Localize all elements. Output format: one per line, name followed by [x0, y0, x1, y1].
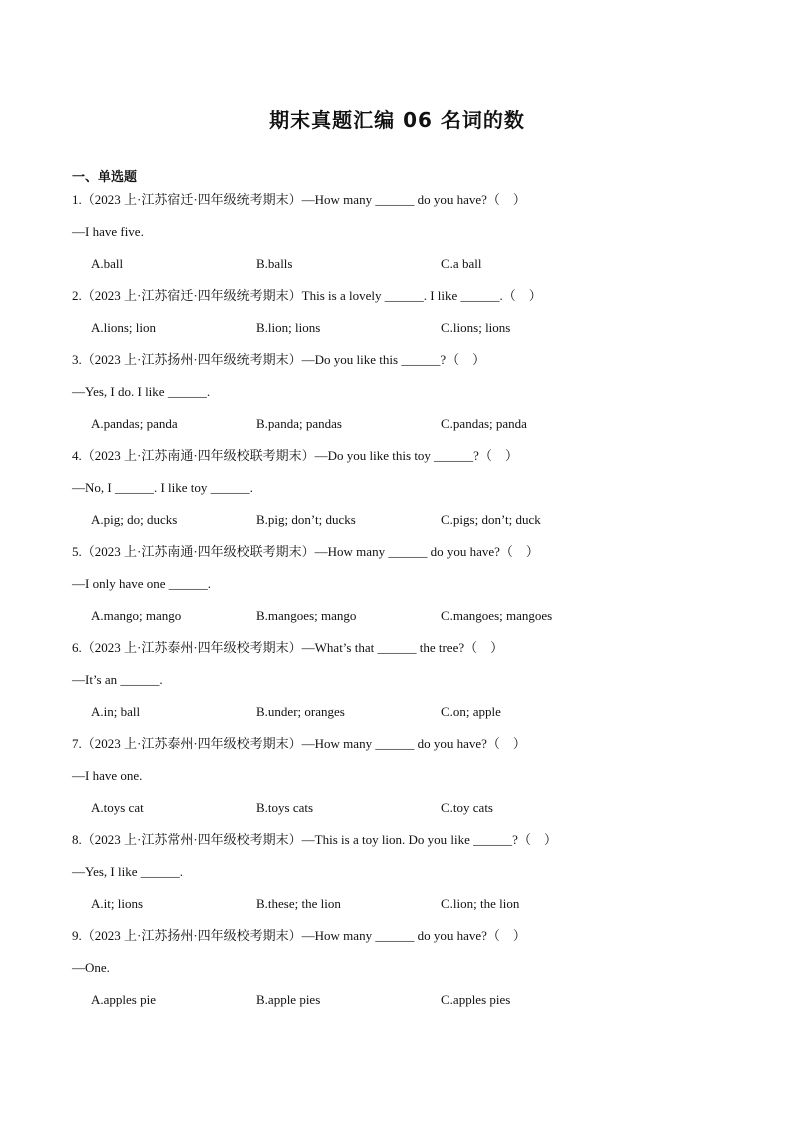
option-c: C.toy cats: [441, 800, 493, 815]
option-b: B.panda; pandas: [256, 416, 342, 431]
option-a: A.toys cat: [91, 800, 144, 815]
option-a: A.in; ball: [91, 704, 141, 719]
option-a: A.apples pie: [91, 992, 156, 1007]
question-stem: 6.（2023 上·江苏泰州·四年级校考期末）—What’s that ______ the tree?（ ）: [72, 640, 504, 655]
question-stem: 2.（2023 上·江苏宿迁·四年级统考期末）This is a lovely ______. I like ______.（ ）: [72, 288, 542, 303]
option-c: C.mangoes; mangoes: [441, 608, 553, 623]
option-a: A.it; lions: [91, 896, 144, 911]
question-1: [72, 188, 732, 284]
option-b: B.lion; lions: [256, 320, 321, 335]
option-row: [72, 988, 732, 1020]
option-b: B.pig; don’t; ducks: [256, 512, 356, 527]
section-heading: 一、单选题: [72, 170, 138, 185]
question-stem: 3.（2023 上·江苏扬州·四年级统考期末）—Do you like this ______?（ ）: [72, 352, 486, 367]
option-row: [72, 252, 732, 284]
question-stem: 5.（2023 上·江苏南通·四年级校联考期末）—How many ______ do you have?（ ）: [72, 544, 539, 559]
option-c: C.a ball: [441, 256, 482, 271]
question-5: [72, 540, 732, 636]
question-stem: 1.（2023 上·江苏宿迁·四年级统考期末）—How many ______ do you have?（ ）: [72, 192, 526, 207]
option-b: B.under; oranges: [256, 704, 345, 719]
option-b: B.mangoes; mango: [256, 608, 357, 623]
question-reply: —It’s an ______.: [72, 672, 163, 687]
question-reply: —I have one.: [72, 768, 143, 783]
option-row: [72, 412, 732, 444]
question-stem: 9.（2023 上·江苏扬州·四年级校考期末）—How many ______ do you have?（ ）: [72, 928, 526, 943]
option-row: [72, 316, 732, 348]
option-b: B.these; the lion: [256, 896, 341, 911]
question-reply: —No, I ______. I like toy ______.: [72, 480, 253, 495]
question-reply: —I only have one ______.: [72, 576, 212, 591]
option-a: A.pig; do; ducks: [91, 512, 178, 527]
question-6: [72, 636, 732, 732]
option-a: A.mango; mango: [91, 608, 182, 623]
question-9: [72, 924, 732, 1020]
option-b: B.toys cats: [256, 800, 314, 815]
question-7: [72, 732, 732, 828]
option-c: C.apples pies: [441, 992, 511, 1007]
option-c: C.on; apple: [441, 704, 501, 719]
option-row: [72, 700, 732, 732]
option-b: B.balls: [256, 256, 293, 271]
option-c: C.lion; the lion: [441, 896, 520, 911]
option-a: A.ball: [91, 256, 124, 271]
option-c: C.lions; lions: [441, 320, 511, 335]
option-c: C.pigs; don’t; duck: [441, 512, 541, 527]
question-reply: —One.: [72, 960, 110, 975]
option-c: C.pandas; panda: [441, 416, 527, 431]
question-reply: —I have five.: [72, 224, 144, 239]
question-stem: 4.（2023 上·江苏南通·四年级校联考期末）—Do you like this toy ______?（ ）: [72, 448, 518, 463]
question-3: [72, 348, 732, 444]
option-row: [72, 508, 732, 540]
option-b: B.apple pies: [256, 992, 321, 1007]
question-2: [72, 284, 732, 348]
option-row: [72, 604, 732, 636]
question-8: [72, 828, 732, 924]
question-reply: —Yes, I do. I like ______.: [72, 384, 211, 399]
question-stem: 8.（2023 上·江苏常州·四年级校考期末）—This is a toy lion. Do you like ______?（ ）: [72, 832, 557, 847]
option-row: [72, 796, 732, 828]
document-title: 期末真题汇编 06 名词的数: [269, 108, 525, 132]
question-4: [72, 444, 732, 540]
question-stem: 7.（2023 上·江苏泰州·四年级校考期末）—How many ______ do you have?（ ）: [72, 736, 526, 751]
option-a: A.lions; lion: [91, 320, 157, 335]
option-row: [72, 892, 732, 924]
question-list: [72, 188, 732, 1020]
question-reply: —Yes, I like ______.: [72, 864, 183, 879]
option-a: A.pandas; panda: [91, 416, 178, 431]
